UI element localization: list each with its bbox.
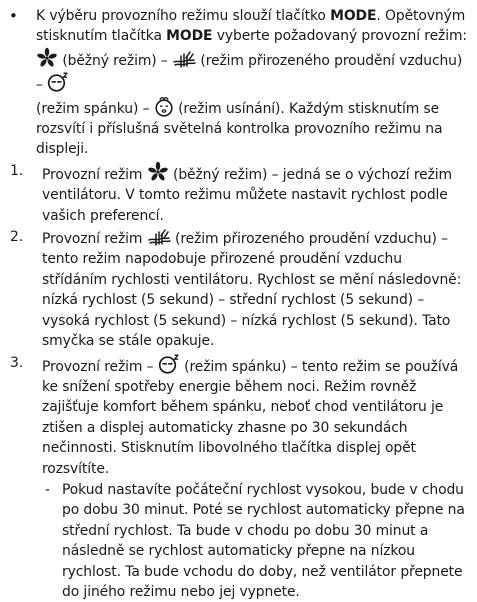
- item-number: 1.: [10, 162, 24, 179]
- item-text-lead: Provozní režim: [42, 231, 147, 248]
- fan-normal-mode-icon: [36, 47, 58, 69]
- sleep-mode-icon: [47, 71, 69, 93]
- item-text-rest: (režim přirozeného proudění vzduchu) – tento režim napodobuje přirozené proudění vzduchu střídáním rychlosti ventilátoru. Rychlost se mění následovně: nízká rychlost (5 sekund) – střední rychlost (5 sekund) – vysoká rychlost (5 sekund) – nízká rychlost (5 sekund). Tato smyčka se stále opakuje.: [42, 231, 462, 350]
- list-item: [6, 227, 471, 351]
- intro-text-6: (režim spánku) –: [36, 100, 154, 117]
- bullet-marker: •: [9, 7, 18, 25]
- item-text: [42, 161, 471, 226]
- item-text-lead: Provozní režim –: [42, 358, 158, 375]
- item-number: 3.: [10, 354, 24, 371]
- list-item: [6, 353, 471, 479]
- falling-asleep-mode-icon: [154, 96, 174, 117]
- list-item: [6, 161, 471, 226]
- natural-wind-mode-icon: [172, 49, 196, 69]
- intro-text-7: (režim usínání). Každým stisknutím se rozsvítí i příslušná světelná kontrolka provozního režimu na displeji.: [36, 100, 443, 158]
- intro-paragraph: [6, 6, 471, 160]
- mode-button-name: MODE: [166, 28, 213, 45]
- fan-normal-mode-icon: [147, 161, 169, 183]
- item-text: [42, 227, 471, 351]
- item-text-lead: Provozní režim: [42, 166, 147, 183]
- natural-wind-mode-icon: [147, 227, 171, 247]
- dash-marker: -: [45, 481, 50, 498]
- intro-text-2: . Opětovným stisknutím tlačítka: [36, 8, 466, 45]
- intro-text-5: (režim přirozeného proudění vzduchu) –: [36, 52, 463, 94]
- intro-text-3: vyberte požadovaný provozní režim:: [212, 28, 468, 45]
- item-text-rest: (režim spánku) – tento režim se používá ke snížení spotřeby energie během noci. Režim rovněž zajišťuje komfort během spánku, neboť chod ventilátoru je ztišen a displej automaticky zhasne po 30 sekundách nečinnosti. Stisknutím libovolného tlačítka displej opět rozsvítíte.: [42, 358, 459, 477]
- item-number: 2.: [10, 229, 24, 246]
- item-text-rest: (běžný režim) – jedná se o výchozí režim ventilátoru. V tomto režimu můžete nastavit rychlost podle vašich preferencí.: [42, 166, 452, 224]
- item-text: [42, 353, 471, 479]
- sub-list-item: [42, 480, 471, 602]
- mode-button-name: MODE: [330, 8, 377, 24]
- intro-text-1: K výběru provozního režimu slouží tlačítko: [36, 8, 331, 24]
- intro-text: [36, 6, 471, 160]
- sleep-mode-icon: [158, 353, 180, 375]
- sub-item-text: Pokud nastavíte počáteční rychlost vysokou, bude v chodu po dobu 30 minut. Poté se rychlost automaticky přepne na střední rychlost. Ta bude v chodu po dobu 30 minut a následně se rychlost automaticky přepne na nízkou rychlost. Ta bude vchodu do doby, než ventilátor přepnete do jiného režimu nebo jej vypnete.: [62, 481, 465, 600]
- intro-text-4: (běžný režim) –: [58, 52, 173, 69]
